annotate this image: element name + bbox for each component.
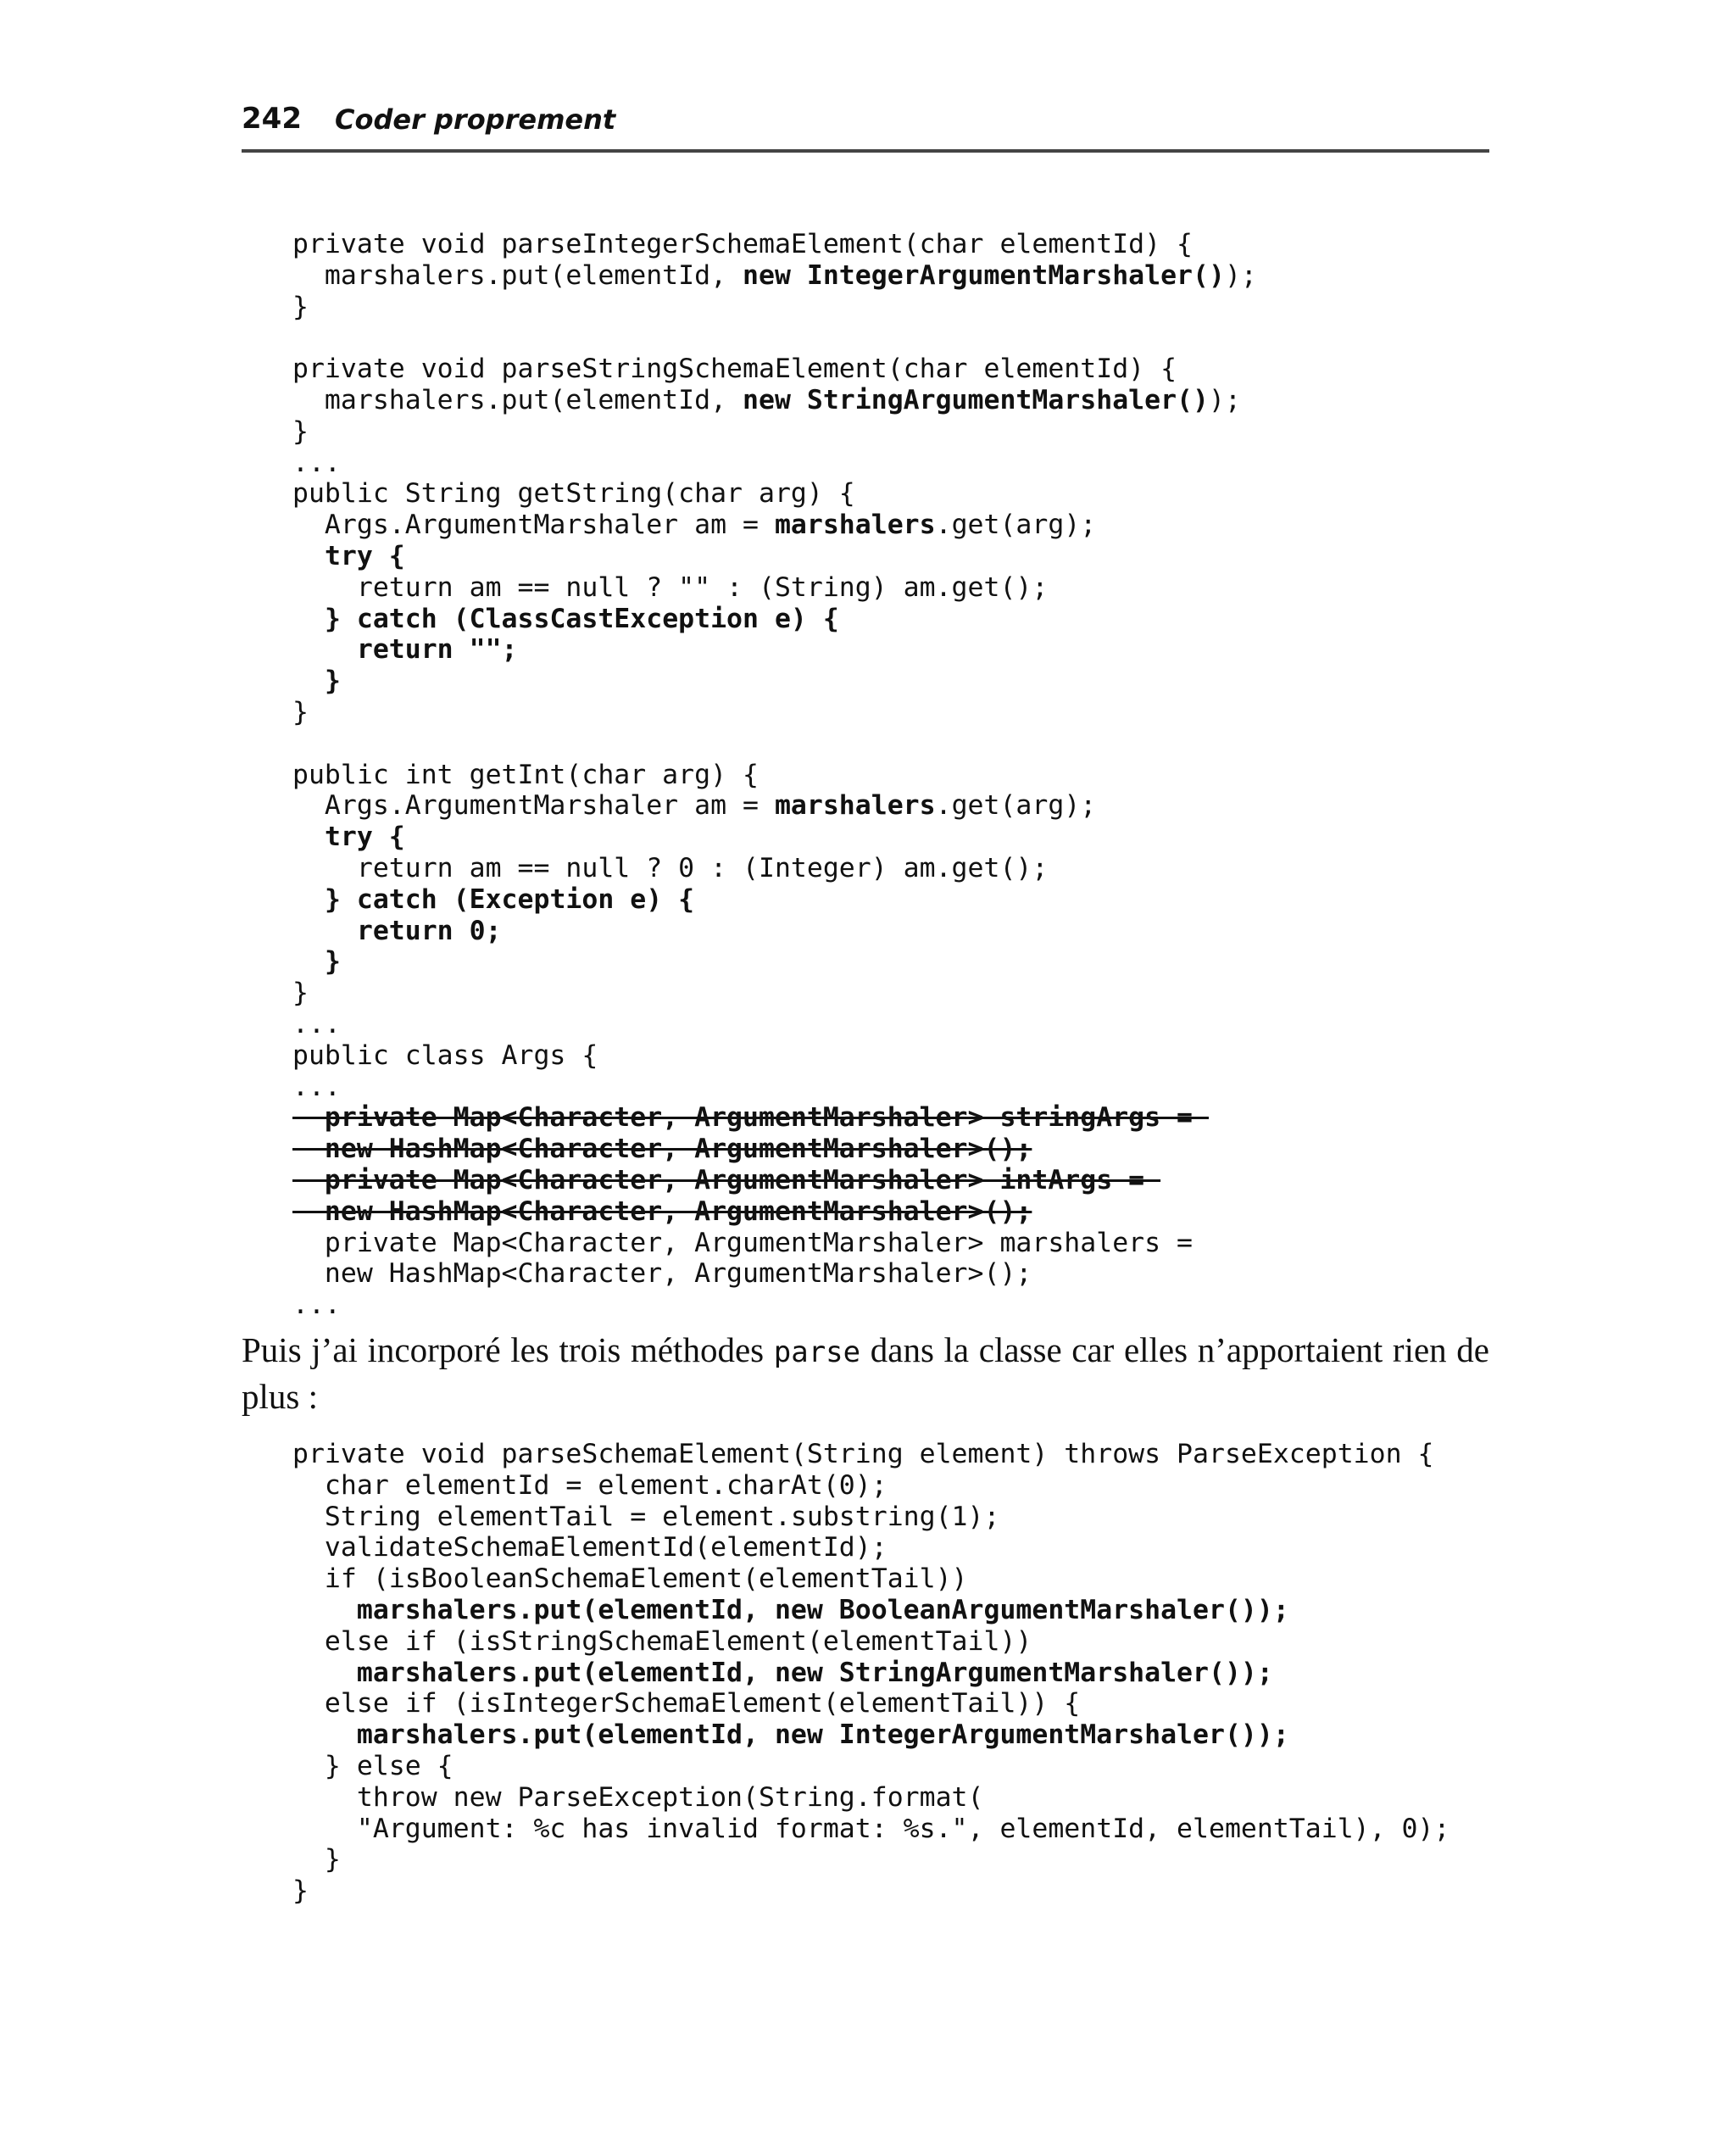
code-segment: }: [292, 1875, 309, 1907]
code-segment: }: [292, 291, 309, 322]
code-line: [292, 1502, 1449, 1533]
code-line: [292, 260, 1257, 292]
code-segment: ...: [292, 1008, 341, 1039]
code-segment-bold: } catch (Exception e) {: [324, 883, 695, 915]
code-line: [292, 1658, 1449, 1689]
code-segment-struck: private Map<Character, ArgumentMarshaler> stringArgs =: [292, 1102, 1209, 1134]
code-segment: return am == null ? 0 : (Integer) am.get();: [292, 852, 1049, 883]
code-line: [292, 354, 1257, 385]
code-line: [292, 1719, 1449, 1751]
code-segment: }: [292, 1844, 341, 1875]
code-segment: Args.ArgumentMarshaler am =: [292, 790, 775, 822]
code-line: [292, 1165, 1257, 1196]
code-line: [292, 478, 1257, 510]
code-line: [292, 448, 1257, 479]
code-line: [292, 572, 1257, 604]
code-line: [292, 728, 1257, 760]
code-line: [292, 229, 1257, 260]
code-segment-struck: new HashMap<Character, ArgumentMarshaler>();: [292, 1195, 1032, 1227]
running-title: Coder proprement: [335, 103, 616, 136]
code-segment: }: [292, 978, 309, 1009]
code-line: [292, 1875, 1449, 1907]
code-line: [292, 1040, 1257, 1072]
code-line: [292, 1196, 1257, 1228]
code-segment: [292, 541, 325, 571]
code-segment: String elementTail = element.substring(1);: [292, 1501, 1000, 1532]
code-segment: [292, 884, 325, 915]
code-segment: public int getInt(char arg) {: [292, 759, 759, 790]
code-segment-bold: marshalers.put(elementId, new BooleanArgumentMarshaler());: [356, 1594, 1289, 1625]
code-line: [292, 978, 1257, 1009]
code-segment: }: [292, 415, 309, 447]
code-segment: [292, 634, 357, 665]
code-segment: if (isBooleanSchemaElement(elementTail)): [292, 1563, 968, 1595]
code-segment: marshalers.put(elementId,: [292, 259, 743, 291]
code-line: [292, 1751, 1449, 1782]
code-segment: return am == null ? "" : (String) am.get();: [292, 571, 1049, 603]
code-segment: ...: [292, 1071, 341, 1102]
code-line: [292, 1532, 1449, 1563]
code-segment: ...: [292, 447, 341, 478]
code-segment: [292, 822, 325, 852]
code-line: [292, 1563, 1449, 1595]
code-line: [292, 1688, 1449, 1719]
code-segment: validateSchemaElementId(elementId);: [292, 1532, 887, 1563]
code-line: [292, 1439, 1449, 1470]
code-segment: .get(arg);: [935, 510, 1097, 541]
code-segment: }: [292, 696, 309, 727]
code-line: [292, 1102, 1257, 1134]
code-segment: [292, 604, 325, 634]
page-header: [242, 95, 1489, 154]
code-line: [292, 416, 1257, 448]
code-segment: .get(arg);: [935, 790, 1097, 822]
code-segment: char elementId = element.charAt(0);: [292, 1469, 887, 1501]
code-block-1: [292, 229, 1257, 1321]
code-segment-bold: try {: [324, 540, 405, 571]
code-line: [292, 790, 1257, 822]
code-segment: [292, 1719, 357, 1750]
code-line: [292, 1134, 1257, 1165]
code-line: [292, 1228, 1257, 1259]
paragraph-text-before: Puis j’ai incorporé les trois méthodes: [242, 1330, 774, 1369]
code-line: [292, 884, 1257, 916]
code-segment: ...: [292, 1290, 341, 1321]
code-segment: private void parseSchemaElement(String element) throws ParseException {: [292, 1439, 1434, 1469]
code-segment: "Argument: %c has invalid format: %s.", elementId, elementTail), 0);: [292, 1813, 1450, 1844]
code-segment: [292, 1658, 357, 1688]
code-line: [292, 666, 1257, 697]
code-segment-struck: new HashMap<Character, ArgumentMarshaler>();: [292, 1134, 1032, 1165]
code-segment-bold: return "";: [356, 634, 518, 666]
code-line: [292, 1009, 1257, 1040]
code-line: [292, 697, 1257, 728]
code-segment-bold: marshalers: [774, 790, 936, 822]
code-line: [292, 1470, 1449, 1502]
code-segment: new HashMap<Character, ArgumentMarshaler>();: [292, 1258, 1032, 1290]
paragraph-text-after: dans la classe car elles n’apportaient rien de plus :: [242, 1330, 1489, 1416]
code-segment-bold: marshalers.put(elementId, new IntegerArgumentMarshaler());: [356, 1719, 1289, 1751]
code-segment: [292, 1595, 357, 1625]
code-segment-bold: } catch (ClassCastException e) {: [324, 603, 839, 634]
code-segment-bold: return 0;: [356, 915, 502, 946]
code-line: [292, 292, 1257, 323]
code-segment: marshalers.put(elementId,: [292, 384, 743, 415]
code-line: [292, 1258, 1257, 1290]
code-segment: else if (isIntegerSchemaElement(elementTail)) {: [292, 1688, 1081, 1719]
page-number: 242: [242, 102, 302, 136]
code-line: [292, 322, 1257, 354]
code-line: [292, 510, 1257, 541]
code-segment: [292, 916, 357, 946]
code-segment-struck: private Map<Character, ArgumentMarshaler> intArgs =: [292, 1164, 1161, 1195]
code-line: [292, 916, 1257, 947]
code-segment-bold: new IntegerArgumentMarshaler(): [743, 259, 1225, 291]
code-segment: private Map<Character, ArgumentMarshaler> marshalers =: [292, 1227, 1194, 1258]
code-line: [292, 1072, 1257, 1103]
code-segment-bold: marshalers: [774, 510, 936, 541]
code-segment: [292, 946, 325, 977]
code-segment: else if (isStringSchemaElement(elementTail)): [292, 1625, 1032, 1657]
code-segment-bold: }: [324, 946, 341, 978]
code-segment: throw new ParseException(String.format(: [292, 1781, 984, 1813]
code-segment-bold: try {: [324, 822, 405, 853]
code-segment: Args.ArgumentMarshaler am =: [292, 510, 775, 541]
code-segment: [292, 666, 325, 696]
code-segment: public String getString(char arg) {: [292, 478, 855, 510]
code-line: [292, 634, 1257, 666]
code-segment-bold: }: [324, 666, 341, 697]
paragraph: [242, 1328, 1489, 1418]
code-line: [292, 1595, 1449, 1626]
code-line: [292, 822, 1257, 853]
code-segment-bold: new StringArgumentMarshaler(): [743, 384, 1209, 415]
code-segment: );: [1224, 259, 1257, 291]
code-segment: );: [1209, 384, 1241, 415]
header-rule: [242, 149, 1489, 153]
code-line: [292, 604, 1257, 635]
code-line: [292, 760, 1257, 791]
code-line: [292, 1290, 1257, 1321]
code-line: [292, 385, 1257, 416]
code-line: [292, 1844, 1449, 1875]
code-line: [292, 1814, 1449, 1845]
code-segment: private void parseIntegerSchemaElement(char elementId) {: [292, 229, 1194, 259]
inline-code-parse: parse: [773, 1335, 861, 1369]
code-line: [292, 1782, 1449, 1814]
code-segment: private void parseStringSchemaElement(char elementId) {: [292, 354, 1177, 385]
code-line: [292, 541, 1257, 572]
code-segment: } else {: [292, 1750, 453, 1781]
code-line: [292, 946, 1257, 978]
code-block-2: [292, 1439, 1449, 1907]
code-line: [292, 1626, 1449, 1658]
code-segment: public class Args {: [292, 1039, 598, 1071]
code-segment-bold: marshalers.put(elementId, new StringArgumentMarshaler());: [356, 1657, 1273, 1688]
code-line: [292, 853, 1257, 884]
